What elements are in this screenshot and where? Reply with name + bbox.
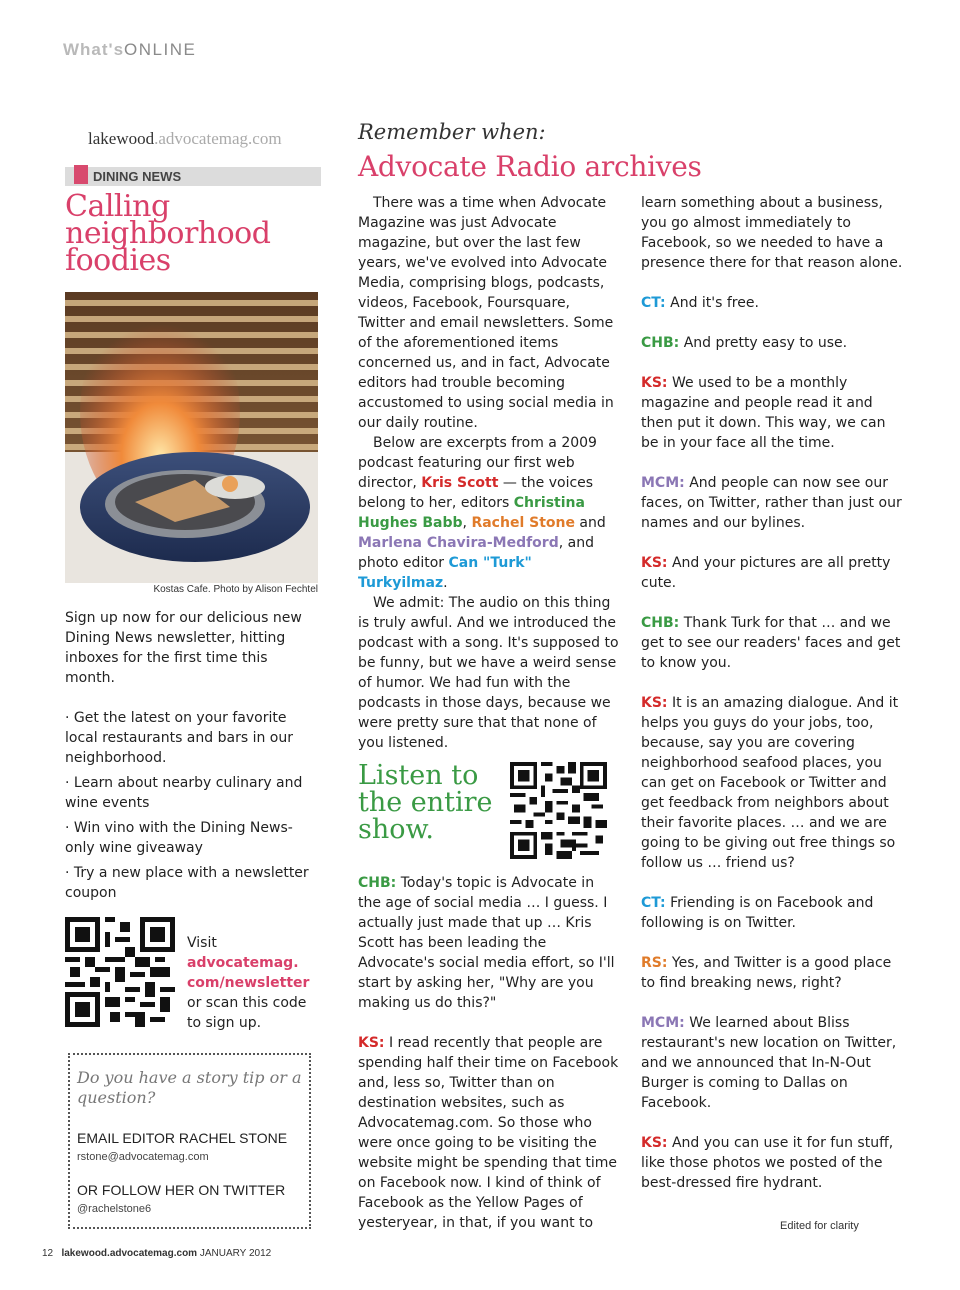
dialogue-text: We learned about Bliss restaurant's new location on Twitter, and we announced that In-N-Out Burger is coming to Dallas on Facebook. [641, 1015, 897, 1111]
speaker-tag: KS: [641, 555, 668, 571]
dialogue-line [641, 473, 906, 533]
article-intro [358, 193, 620, 753]
article-kicker: Remember when: [358, 120, 546, 144]
page-number: 12 [42, 1248, 54, 1259]
editor-email-link[interactable]: rstone@advocatemag.com [77, 1151, 209, 1163]
text-run: , and photo editor [358, 535, 594, 571]
dialogue-column-right [641, 193, 906, 1213]
dialogue-line [641, 693, 906, 873]
list-item: · Try a new place with a newsletter coupon [65, 865, 309, 901]
page-footer [42, 1248, 271, 1259]
paragraph: There was a time when Advocate Magazine was just Advocate magazine, but over the last few years, we've evolved into Advocate Media, comprising blogs, podcasts, videos, Facebook, Foursquare, Twitter and email newsletters. Some of the aforementioned items concerned us, and in fact, Advocate editors had trouble becoming accustomed to using social media in our daily routine. [358, 195, 614, 431]
email-editor-heading: EMAIL EDITOR RACHEL STONE [77, 1130, 288, 1146]
dialogue-column-middle [358, 873, 620, 1253]
edited-note: Edited for clarity [780, 1220, 859, 1232]
name-rachel: Rachel Stone [471, 515, 575, 531]
site-logo[interactable] [88, 129, 282, 149]
list-item: · Learn about nearby culinary and wine events [65, 775, 303, 811]
text-run: and [574, 515, 606, 531]
twitter-heading: OR FOLLOW HER ON TWITTER [77, 1182, 286, 1198]
dialogue-text: Today's topic is Advocate in the age of social media … I guess. I actually just made that up … Kris Scott has been leading the Advocate's social media effort, so I'll start by asking her, "Why are you making us do this?" [358, 875, 615, 1011]
dialogue-line [641, 373, 906, 453]
restaurant-photo [65, 292, 318, 583]
benefit-list [65, 708, 315, 908]
dialogue-text: We used to be a monthly magazine and people read it and then put it down. This way, we can be in your face all the time. [641, 375, 886, 451]
podcast-qr-code[interactable] [510, 762, 607, 859]
dialogue-text: Thank Turk for that … and we get to see our readers' faces and get to know you. [641, 615, 901, 671]
section-header [63, 40, 196, 60]
dialogue-line [358, 873, 620, 1013]
twitter-handle-link[interactable]: @rachelstone6 [77, 1203, 152, 1215]
dialogue-text: And it's free. [665, 295, 759, 311]
dialogue-line [641, 293, 906, 313]
footer-site: lakewood.advocatemag.com [61, 1248, 198, 1259]
dialogue-line [641, 893, 906, 933]
tip-question: Do you have a story tip or a question? [77, 1068, 302, 1107]
listen-heading: Listen to the entire show. [358, 760, 493, 845]
dialogue-text: Friending is on Facebook and following is on Twitter. [641, 895, 874, 931]
speaker-tag: KS: [641, 375, 668, 391]
newsletter-qr-code[interactable] [65, 917, 175, 1027]
paragraph: We admit: The audio on this thing is truly awful. And we introduced the podcast with a song. It's supposed to be funny, but we have a weird sense of humor. We had fun with the podcasts in those days, because we were pretty sure that that none of you listened. [358, 595, 619, 751]
site-domain: .advocatemag.com [154, 129, 282, 148]
list-item: · Get the latest on your favorite local restaurants and bars in our neighborhood. [65, 710, 293, 766]
text-run: Below are excerpts from a 2009 podcast featuring our first web director, [358, 435, 597, 491]
text-run: , [462, 515, 472, 531]
speaker-tag: RS: [641, 955, 668, 971]
visit-post: or scan this code to sign up. [187, 995, 307, 1031]
speaker-tag: KS: [358, 1035, 385, 1051]
dialogue-text: learn something about a business, you go almost immediately to Facebook, so we needed to have a presence there for that reason alone. [641, 195, 903, 271]
photo-caption: Kostas Cafe. Photo by Alison Fechtel [153, 584, 318, 595]
name-christina: Christina Hughes Babb [358, 495, 585, 531]
dialogue-line [641, 1013, 906, 1113]
dialogue-text: Yes, and Twitter is a good place to find breaking news, right? [641, 955, 892, 991]
newsletter-link[interactable]: advocatemag. com/newsletter [187, 955, 310, 991]
visit-text [187, 933, 322, 1033]
section-marker [74, 165, 88, 184]
dialogue-text: And people can now see our faces, on Twitter, rather than just our names and our bylines. [641, 475, 902, 531]
speaker-tag: CT: [641, 295, 666, 311]
dialogue-line [641, 553, 906, 593]
dialogue-line [641, 953, 906, 993]
section-label: DINING NEWS [93, 169, 182, 184]
site-name: lakewood [88, 129, 155, 148]
speaker-tag: CHB: [641, 335, 680, 351]
speaker-tag: MCM: [641, 1015, 685, 1031]
dialogue-text: And pretty easy to use. [679, 335, 848, 351]
header-online: ONLINE [124, 40, 197, 59]
speaker-tag: CT: [641, 895, 666, 911]
name-marlena: Marlena Chavira-Medford [358, 535, 559, 551]
article-title: Advocate Radio archives [358, 150, 702, 183]
name-kris-scott: Kris Scott [421, 475, 499, 491]
footer-issue: JANUARY 2012 [199, 1248, 272, 1259]
paragraph [358, 433, 620, 593]
dialogue-line [641, 193, 906, 273]
dialogue-line [641, 333, 906, 353]
name-can: Can "Turk" Turkyilmaz [358, 555, 532, 591]
signup-text: Sign up now for our delicious new Dining News newsletter, hitting inboxes for the first time this month. [65, 610, 302, 686]
dialogue-text: And you can use it for fun stuff, like those photos we posted of the best-dressed fire hydrant. [641, 1135, 894, 1191]
dialogue-line [358, 1033, 620, 1233]
speaker-tag: KS: [641, 695, 668, 711]
dialogue-text: And your pictures are all pretty cute. [641, 555, 891, 591]
speaker-tag: MCM: [641, 475, 685, 491]
header-whats: What's [63, 40, 125, 59]
dialogue-text: It is an amazing dialogue. And it helps you guys do your jobs, too, because, say you are covering neighborhood seafood places, you can get on Facebook or Twitter and get feedback from neighbors about their favorite places. … and we are going to be giving out free things so follow us … friend us? [641, 695, 899, 871]
dining-headline: Calling neighborhood foodies [65, 189, 271, 278]
text-run: . [443, 575, 448, 591]
text-run: — the voices belong to her, editors [358, 475, 594, 511]
list-item: · Win vino with the Dining News-only wine giveaway [65, 820, 293, 856]
speaker-tag: CHB: [641, 615, 680, 631]
dialogue-line [641, 613, 906, 673]
speaker-tag: KS: [641, 1135, 668, 1151]
speaker-tag: CHB: [358, 875, 397, 891]
visit-pre: Visit [187, 935, 217, 951]
dialogue-text: I read recently that people are spending half their time on Facebook and, less so, Twitter than on destination websites, such as Advocatemag.com. So those who were once going to be visiting the website might be spending that time on Facebook now. I kind of think of Facebook as the Yellow Pages of yesteryear, in that, if you want to [358, 1035, 619, 1231]
dialogue-line [641, 1133, 906, 1193]
